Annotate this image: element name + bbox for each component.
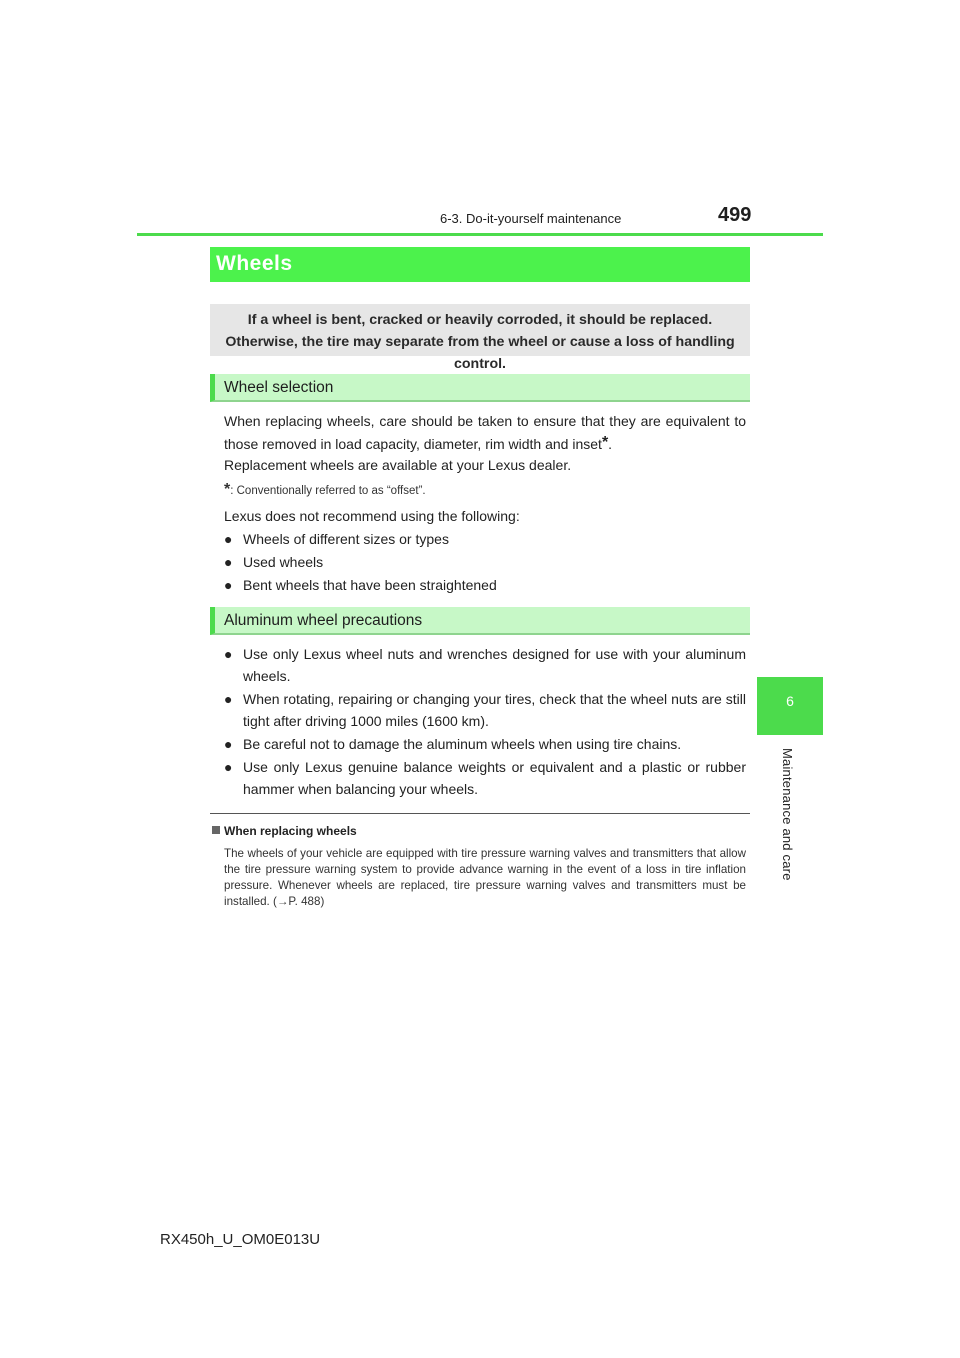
- footer-document-code: RX450h_U_OM0E013U: [160, 1231, 321, 1248]
- page-number: 499: [718, 204, 752, 226]
- paragraph: Replacement wheels are available at your Lexus dealer.: [224, 457, 572, 473]
- list-item: [224, 733, 746, 755]
- chapter-tab-number: 6: [786, 693, 794, 709]
- note-heading: [212, 824, 357, 838]
- bullet-icon: ●: [224, 577, 233, 593]
- paragraph-end: .: [608, 436, 613, 452]
- note-body: The wheels of your vehicle are equipped with tire pressure warning valves and transmitters that allow the tire pressure warning system to provide advance warning in the event of a loss in tire inflation pressure. Whenever wheels are replaced, tire pressure warning valves and transmitters must be installed. (→P. 488): [224, 847, 746, 908]
- subheading-text: Aluminum wheel precautions: [224, 612, 423, 629]
- bullet-icon: ●: [224, 736, 233, 752]
- list-item: [224, 528, 746, 550]
- intro-box: If a wheel is bent, cracked or heavily corroded, it should be replaced. Otherwise, the tire may separate from the wheel or cause a loss of handling control.: [210, 304, 750, 356]
- bullet-icon: ●: [224, 646, 233, 662]
- square-bullet-icon: [212, 826, 220, 834]
- subheading-aluminum-wheel-precautions: [210, 607, 750, 635]
- list-item-text: Use only Lexus wheel nuts and wrenches designed for use with your aluminum wheels.: [243, 646, 746, 684]
- paragraph: [224, 410, 746, 455]
- section-title-bar: [210, 247, 750, 282]
- list-item: [224, 551, 746, 573]
- paragraph-text: When replacing wheels, care should be taken to ensure that they are equivalent to those removed in load capacity, diameter, rim width and inset: [224, 413, 746, 452]
- header-rule: [137, 233, 823, 236]
- footnote: [224, 481, 426, 499]
- list-item-text: Bent wheels that have been straightened: [243, 577, 497, 593]
- list-item: [224, 574, 746, 596]
- chapter-side-label: Maintenance and care: [780, 748, 795, 881]
- list-item: [224, 688, 746, 732]
- bullet-icon: ●: [224, 759, 233, 775]
- footnote-star: *: [224, 481, 231, 498]
- list-item-text: When rotating, repairing or changing your tires, check that the wheel nuts are still tight after driving 1000 miles (1600 km).: [243, 691, 746, 729]
- bullet-icon: ●: [224, 691, 233, 707]
- footnote-text: : Conventionally referred to as “offset”.: [230, 485, 426, 497]
- section-title: Wheels: [216, 252, 293, 275]
- note-heading-text: When replacing wheels: [224, 824, 357, 838]
- list-item: [224, 756, 746, 800]
- paragraph: Lexus does not recommend using the following:: [224, 508, 520, 524]
- bullet-icon: ●: [224, 554, 233, 570]
- divider: [210, 813, 750, 814]
- footnote-marker: *: [601, 434, 609, 451]
- subheading-text: Wheel selection: [224, 379, 334, 396]
- bullet-icon: ●: [224, 531, 233, 547]
- list-item-text: Use only Lexus genuine balance weights or equivalent and a plastic or rubber hammer when balancing your wheels.: [243, 759, 746, 797]
- list-item-text: Used wheels: [243, 554, 324, 570]
- list-item-text: Wheels of different sizes or types: [243, 531, 449, 547]
- subheading-wheel-selection: [210, 374, 750, 402]
- list-item: [224, 643, 746, 687]
- header-section-title: 6-3. Do-it-yourself maintenance: [440, 211, 622, 226]
- chapter-tab: [757, 677, 823, 735]
- list-item-text: Be careful not to damage the aluminum wheels when using tire chains.: [243, 736, 682, 752]
